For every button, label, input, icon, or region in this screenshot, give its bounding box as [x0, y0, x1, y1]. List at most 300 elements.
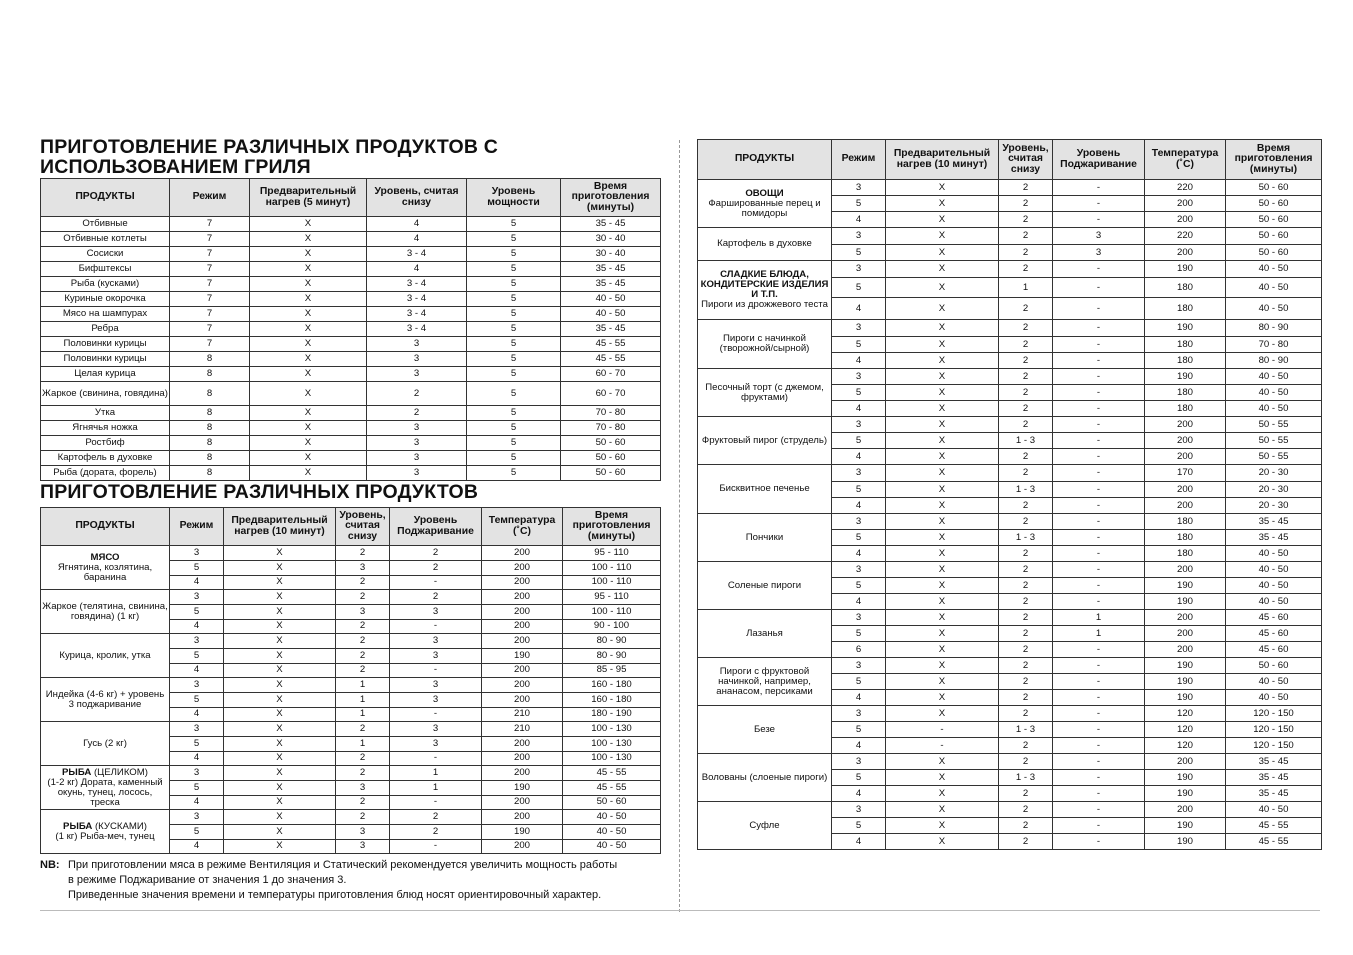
value-cell: 2: [999, 298, 1053, 320]
table-row: [698, 180, 1322, 196]
value-cell: 3: [832, 706, 886, 722]
value-cell: 2: [999, 706, 1053, 722]
value-cell: X: [250, 382, 367, 406]
bottom-rule: [40, 910, 1320, 911]
value-cell: X: [886, 465, 999, 482]
value-cell: -: [1053, 196, 1145, 212]
value-cell: 1 - 3: [999, 482, 1053, 498]
value-cell: 3: [832, 261, 886, 278]
table-row: [41, 678, 661, 693]
value-cell: 3 - 4: [367, 277, 467, 292]
value-cell: 200: [482, 605, 563, 620]
value-cell: 120: [1145, 706, 1226, 722]
value-cell: 220: [1145, 180, 1226, 196]
value-cell: 2: [999, 417, 1053, 433]
value-cell: 2: [390, 590, 482, 605]
value-cell: 3: [367, 466, 467, 481]
value-cell: X: [250, 337, 367, 352]
value-cell: 200: [1145, 754, 1226, 770]
value-cell: 3: [390, 737, 482, 752]
value-cell: 100 - 110: [563, 575, 661, 590]
value-cell: 2: [336, 766, 390, 781]
value-cell: 45 - 55: [1226, 818, 1322, 834]
value-cell: 200: [482, 795, 563, 810]
value-cell: 3: [832, 417, 886, 433]
value-cell: 2: [390, 546, 482, 561]
value-cell: -: [1053, 786, 1145, 802]
value-cell: X: [250, 292, 367, 307]
value-cell: 50 - 55: [1226, 449, 1322, 465]
value-cell: 3: [170, 722, 224, 737]
value-cell: X: [886, 690, 999, 706]
value-cell: X: [224, 693, 336, 708]
value-cell: 85 - 95: [563, 663, 661, 678]
table-row: [41, 337, 661, 352]
value-cell: 3 - 4: [367, 307, 467, 322]
value-cell: 5: [467, 307, 561, 322]
table-row: [698, 562, 1322, 578]
product-name: Пироги из дрожжевого теста: [701, 299, 828, 310]
value-cell: 5: [467, 466, 561, 481]
value-cell: 40 - 50: [1226, 594, 1322, 610]
header-preheat: Предварительный нагрев (10 минут): [224, 508, 336, 546]
value-cell: 200: [482, 575, 563, 590]
value-cell: -: [1053, 180, 1145, 196]
value-cell: 2: [336, 810, 390, 825]
value-cell: 7: [170, 322, 250, 337]
value-cell: 8: [170, 436, 250, 451]
value-cell: 3: [170, 634, 224, 649]
various-header-row: [41, 508, 661, 546]
value-cell: 80 - 90: [1226, 353, 1322, 369]
product-cell: [41, 810, 170, 854]
value-cell: 200: [1145, 498, 1226, 514]
value-cell: 180: [1145, 298, 1226, 320]
product-cell: Рыба (кусками): [41, 277, 170, 292]
grill-title-line2: ИСПОЛЬЗОВАНИЕМ ГРИЛЯ: [40, 156, 311, 178]
value-cell: 200: [1145, 417, 1226, 433]
value-cell: X: [224, 663, 336, 678]
header-temperature: Температура (˚C): [1145, 140, 1226, 180]
value-cell: X: [886, 498, 999, 514]
value-cell: 5: [467, 292, 561, 307]
product-name: Безе: [753, 723, 776, 735]
value-cell: 40 - 50: [1226, 298, 1322, 320]
product-cell: Сосиски: [41, 247, 170, 262]
value-cell: 190: [1145, 658, 1226, 674]
value-cell: X: [250, 406, 367, 421]
value-cell: 4: [367, 232, 467, 247]
product-cell: [698, 417, 832, 465]
value-cell: 2: [336, 590, 390, 605]
value-cell: 2: [999, 337, 1053, 353]
value-cell: 200: [482, 810, 563, 825]
value-cell: 40 - 50: [1226, 562, 1322, 578]
value-cell: -: [1053, 690, 1145, 706]
value-cell: 5: [467, 322, 561, 337]
value-cell: 3 - 4: [367, 322, 467, 337]
value-cell: 3: [170, 810, 224, 825]
value-cell: X: [886, 530, 999, 546]
value-cell: 4: [832, 401, 886, 417]
value-cell: 4: [832, 546, 886, 562]
value-cell: X: [886, 642, 999, 658]
value-cell: 100 - 130: [563, 751, 661, 766]
product-cell: [698, 802, 832, 850]
value-cell: 35 - 45: [1226, 514, 1322, 530]
value-cell: X: [886, 482, 999, 498]
value-cell: 2: [390, 810, 482, 825]
value-cell: 5: [832, 385, 886, 401]
value-cell: 2: [999, 212, 1053, 228]
value-cell: 3: [170, 766, 224, 781]
value-cell: 210: [482, 722, 563, 737]
value-cell: 2: [999, 369, 1053, 385]
value-cell: 2: [336, 751, 390, 766]
value-cell: 50 - 60: [1226, 196, 1322, 212]
value-cell: 2: [999, 834, 1053, 850]
value-cell: 1: [336, 678, 390, 693]
value-cell: 50 - 60: [563, 795, 661, 810]
value-cell: X: [224, 590, 336, 605]
value-cell: -: [1053, 261, 1145, 278]
value-cell: 1 - 3: [999, 530, 1053, 546]
value-cell: 40 - 50: [561, 292, 661, 307]
value-cell: 95 - 110: [563, 546, 661, 561]
value-cell: 70 - 80: [561, 406, 661, 421]
value-cell: 7: [170, 307, 250, 322]
value-cell: 190: [1145, 594, 1226, 610]
value-cell: 4: [170, 575, 224, 590]
product-cell: [698, 465, 832, 514]
value-cell: 45 - 60: [1226, 626, 1322, 642]
product-cell: [698, 706, 832, 754]
value-cell: X: [250, 217, 367, 232]
table-row: [698, 320, 1322, 337]
product-cell: Картофель в духовке: [41, 451, 170, 466]
value-cell: 3: [367, 421, 467, 436]
value-cell: X: [250, 436, 367, 451]
value-cell: 2: [999, 786, 1053, 802]
value-cell: 100 - 130: [563, 722, 661, 737]
product-category-suffix: (КУСКАМИ): [92, 820, 147, 832]
value-cell: 45 - 55: [563, 781, 661, 796]
value-cell: X: [886, 180, 999, 196]
value-cell: X: [250, 232, 367, 247]
value-cell: -: [1053, 417, 1145, 433]
value-cell: 160 - 180: [563, 693, 661, 708]
value-cell: X: [886, 770, 999, 786]
product-name: Ягнятина, козлятина, баранина: [57, 561, 153, 583]
value-cell: 200: [482, 546, 563, 561]
value-cell: -: [1053, 514, 1145, 530]
grill-header-row: [41, 179, 661, 217]
value-cell: -: [390, 707, 482, 722]
value-cell: 190: [1145, 578, 1226, 594]
value-cell: X: [250, 262, 367, 277]
value-cell: -: [1053, 706, 1145, 722]
value-cell: 180: [1145, 546, 1226, 562]
value-cell: 70 - 80: [561, 421, 661, 436]
value-cell: 2: [336, 619, 390, 634]
product-name: Бисквитное печенье: [719, 483, 810, 494]
value-cell: X: [886, 196, 999, 212]
value-cell: -: [1053, 658, 1145, 674]
value-cell: 200: [1145, 482, 1226, 498]
product-cell: Половинки курицы: [41, 352, 170, 367]
product-name: Картофель в духовке: [717, 238, 812, 249]
value-cell: 3: [390, 605, 482, 620]
value-cell: 2: [999, 320, 1053, 337]
header-preheat: Предварительный нагрев (10 минут): [886, 140, 999, 180]
value-cell: X: [886, 706, 999, 722]
various-table: [40, 507, 661, 854]
product-cell: Мясо на шампурах: [41, 307, 170, 322]
header-browning: Уровень Поджаривание: [390, 508, 482, 546]
value-cell: 5: [467, 232, 561, 247]
header-level: Уровень, считая снизу: [367, 179, 467, 217]
value-cell: -: [390, 795, 482, 810]
value-cell: 20 - 30: [1226, 465, 1322, 482]
value-cell: 3: [170, 546, 224, 561]
value-cell: -: [1053, 802, 1145, 818]
value-cell: X: [886, 245, 999, 261]
value-cell: 3: [336, 839, 390, 854]
value-cell: 2: [999, 578, 1053, 594]
value-cell: -: [1053, 385, 1145, 401]
value-cell: 30 - 40: [561, 232, 661, 247]
value-cell: X: [886, 658, 999, 674]
value-cell: 2: [999, 642, 1053, 658]
value-cell: 45 - 55: [561, 337, 661, 352]
product-name: Жаркое (телятина, свинина, говядина) (1 кг): [42, 600, 168, 622]
value-cell: -: [390, 575, 482, 590]
value-cell: 40 - 50: [1226, 690, 1322, 706]
value-cell: -: [390, 663, 482, 678]
value-cell: -: [1053, 578, 1145, 594]
value-cell: 7: [170, 247, 250, 262]
table-row: [698, 706, 1322, 722]
value-cell: 1: [390, 766, 482, 781]
value-cell: 3: [832, 802, 886, 818]
value-cell: 1: [390, 781, 482, 796]
value-cell: 7: [170, 262, 250, 277]
value-cell: 190: [482, 649, 563, 664]
value-cell: 80 - 90: [563, 634, 661, 649]
value-cell: 100 - 110: [563, 605, 661, 620]
value-cell: 80 - 90: [1226, 320, 1322, 337]
header-preheat: Предварительный нагрев (5 минут): [250, 179, 367, 217]
product-name: Соленые пироги: [727, 579, 802, 591]
value-cell: 5: [170, 649, 224, 664]
value-cell: 3: [832, 465, 886, 482]
value-cell: 3: [170, 590, 224, 605]
value-cell: 7: [170, 292, 250, 307]
value-cell: 200: [482, 590, 563, 605]
value-cell: -: [1053, 530, 1145, 546]
value-cell: 180: [1145, 385, 1226, 401]
value-cell: X: [224, 795, 336, 810]
value-cell: 35 - 45: [561, 322, 661, 337]
product-cell: [698, 261, 832, 320]
product-cell: Ростбиф: [41, 436, 170, 451]
value-cell: X: [886, 385, 999, 401]
value-cell: X: [886, 818, 999, 834]
product-name: (1-2 кг) Дората, каменный окунь, тунец, лосось, треска: [47, 776, 163, 808]
value-cell: 3: [390, 649, 482, 664]
value-cell: 190: [1145, 674, 1226, 690]
value-cell: 40 - 50: [1226, 546, 1322, 562]
value-cell: 220: [1145, 228, 1226, 245]
value-cell: 3: [832, 562, 886, 578]
value-cell: 200: [482, 678, 563, 693]
header-browning: Уровень Поджаривание: [1053, 140, 1145, 180]
value-cell: X: [886, 417, 999, 433]
value-cell: 200: [1145, 802, 1226, 818]
value-cell: X: [224, 634, 336, 649]
value-cell: 60 - 70: [561, 382, 661, 406]
value-cell: 5: [467, 247, 561, 262]
value-cell: 5: [467, 262, 561, 277]
table-row: [41, 436, 661, 451]
value-cell: -: [1053, 401, 1145, 417]
value-cell: 100 - 110: [563, 561, 661, 576]
value-cell: 2: [367, 406, 467, 421]
table-row: [41, 292, 661, 307]
column-divider: [679, 140, 680, 912]
value-cell: -: [886, 738, 999, 754]
value-cell: 40 - 50: [1226, 802, 1322, 818]
value-cell: 35 - 45: [1226, 530, 1322, 546]
value-cell: -: [1053, 546, 1145, 562]
header-mode: Режим: [832, 140, 886, 180]
value-cell: 5: [832, 722, 886, 738]
value-cell: 4: [832, 498, 886, 514]
table-row: [41, 352, 661, 367]
value-cell: -: [1053, 642, 1145, 658]
value-cell: X: [886, 337, 999, 353]
value-cell: 4: [170, 619, 224, 634]
value-cell: 3: [1053, 228, 1145, 245]
table-row: [41, 367, 661, 382]
various-title: ПРИГОТОВЛЕНИЕ РАЗЛИЧНЫХ ПРОДУКТОВ: [40, 481, 479, 503]
product-cell: [41, 722, 170, 766]
table-row: [41, 382, 661, 406]
value-cell: 200: [1145, 212, 1226, 228]
value-cell: 40 - 50: [1226, 385, 1322, 401]
value-cell: 8: [170, 406, 250, 421]
header-products: ПРОДУКТЫ: [698, 140, 832, 180]
value-cell: X: [250, 352, 367, 367]
product-cell: [698, 369, 832, 417]
value-cell: 50 - 55: [1226, 417, 1322, 433]
value-cell: X: [886, 674, 999, 690]
value-cell: 45 - 60: [1226, 642, 1322, 658]
value-cell: 1: [1053, 626, 1145, 642]
value-cell: 50 - 60: [1226, 180, 1322, 196]
value-cell: 170: [1145, 465, 1226, 482]
value-cell: -: [1053, 818, 1145, 834]
product-cell: Целая курица: [41, 367, 170, 382]
product-cell: Бифштексы: [41, 262, 170, 277]
value-cell: X: [250, 277, 367, 292]
value-cell: -: [1053, 465, 1145, 482]
value-cell: 3: [367, 436, 467, 451]
value-cell: -: [1053, 594, 1145, 610]
value-cell: X: [224, 766, 336, 781]
value-cell: 40 - 50: [563, 825, 661, 840]
value-cell: 50 - 60: [561, 466, 661, 481]
product-cell: [698, 562, 832, 610]
value-cell: 45 - 55: [561, 352, 661, 367]
value-cell: 5: [170, 781, 224, 796]
product-cell: [698, 514, 832, 562]
value-cell: 200: [1145, 626, 1226, 642]
value-cell: 200: [1145, 196, 1226, 212]
value-cell: X: [886, 610, 999, 626]
value-cell: X: [886, 261, 999, 278]
value-cell: 2: [336, 575, 390, 590]
value-cell: 2: [999, 245, 1053, 261]
value-cell: 190: [1145, 770, 1226, 786]
value-cell: X: [224, 707, 336, 722]
table-row: [698, 514, 1322, 530]
value-cell: -: [1053, 278, 1145, 298]
value-cell: 180: [1145, 278, 1226, 298]
product-cell: Отбивные: [41, 217, 170, 232]
value-cell: 8: [170, 421, 250, 436]
product-name: Пироги с начинкой (творожной/сырной): [719, 333, 810, 354]
value-cell: 5: [170, 561, 224, 576]
value-cell: 8: [170, 451, 250, 466]
value-cell: 3: [367, 352, 467, 367]
value-cell: 35 - 45: [1226, 754, 1322, 770]
grill-title-line1: ПРИГОТОВЛЕНИЕ РАЗЛИЧНЫХ ПРОДУКТОВ С: [40, 136, 499, 158]
value-cell: 5: [832, 818, 886, 834]
value-cell: X: [250, 322, 367, 337]
value-cell: 40 - 50: [563, 810, 661, 825]
value-cell: 40 - 50: [1226, 261, 1322, 278]
value-cell: 35 - 45: [561, 262, 661, 277]
note: [40, 858, 670, 903]
value-cell: X: [224, 751, 336, 766]
value-cell: X: [886, 578, 999, 594]
value-cell: -: [1053, 722, 1145, 738]
value-cell: 5: [467, 382, 561, 406]
value-cell: 5: [170, 737, 224, 752]
grill-table-wrap: [40, 178, 660, 481]
product-category: РЫБА: [63, 820, 93, 832]
value-cell: 7: [170, 277, 250, 292]
value-cell: X: [224, 781, 336, 796]
value-cell: 40 - 50: [561, 307, 661, 322]
value-cell: 3: [832, 610, 886, 626]
value-cell: 190: [1145, 320, 1226, 337]
value-cell: 1: [336, 693, 390, 708]
value-cell: X: [886, 212, 999, 228]
value-cell: 1: [1053, 610, 1145, 626]
value-cell: 2: [999, 261, 1053, 278]
value-cell: -: [1053, 754, 1145, 770]
value-cell: 3: [390, 634, 482, 649]
value-cell: 200: [1145, 642, 1226, 658]
value-cell: X: [224, 722, 336, 737]
value-cell: X: [886, 594, 999, 610]
value-cell: 5: [467, 277, 561, 292]
value-cell: 190: [1145, 690, 1226, 706]
value-cell: 190: [482, 825, 563, 840]
product-cell: Половинки курицы: [41, 337, 170, 352]
